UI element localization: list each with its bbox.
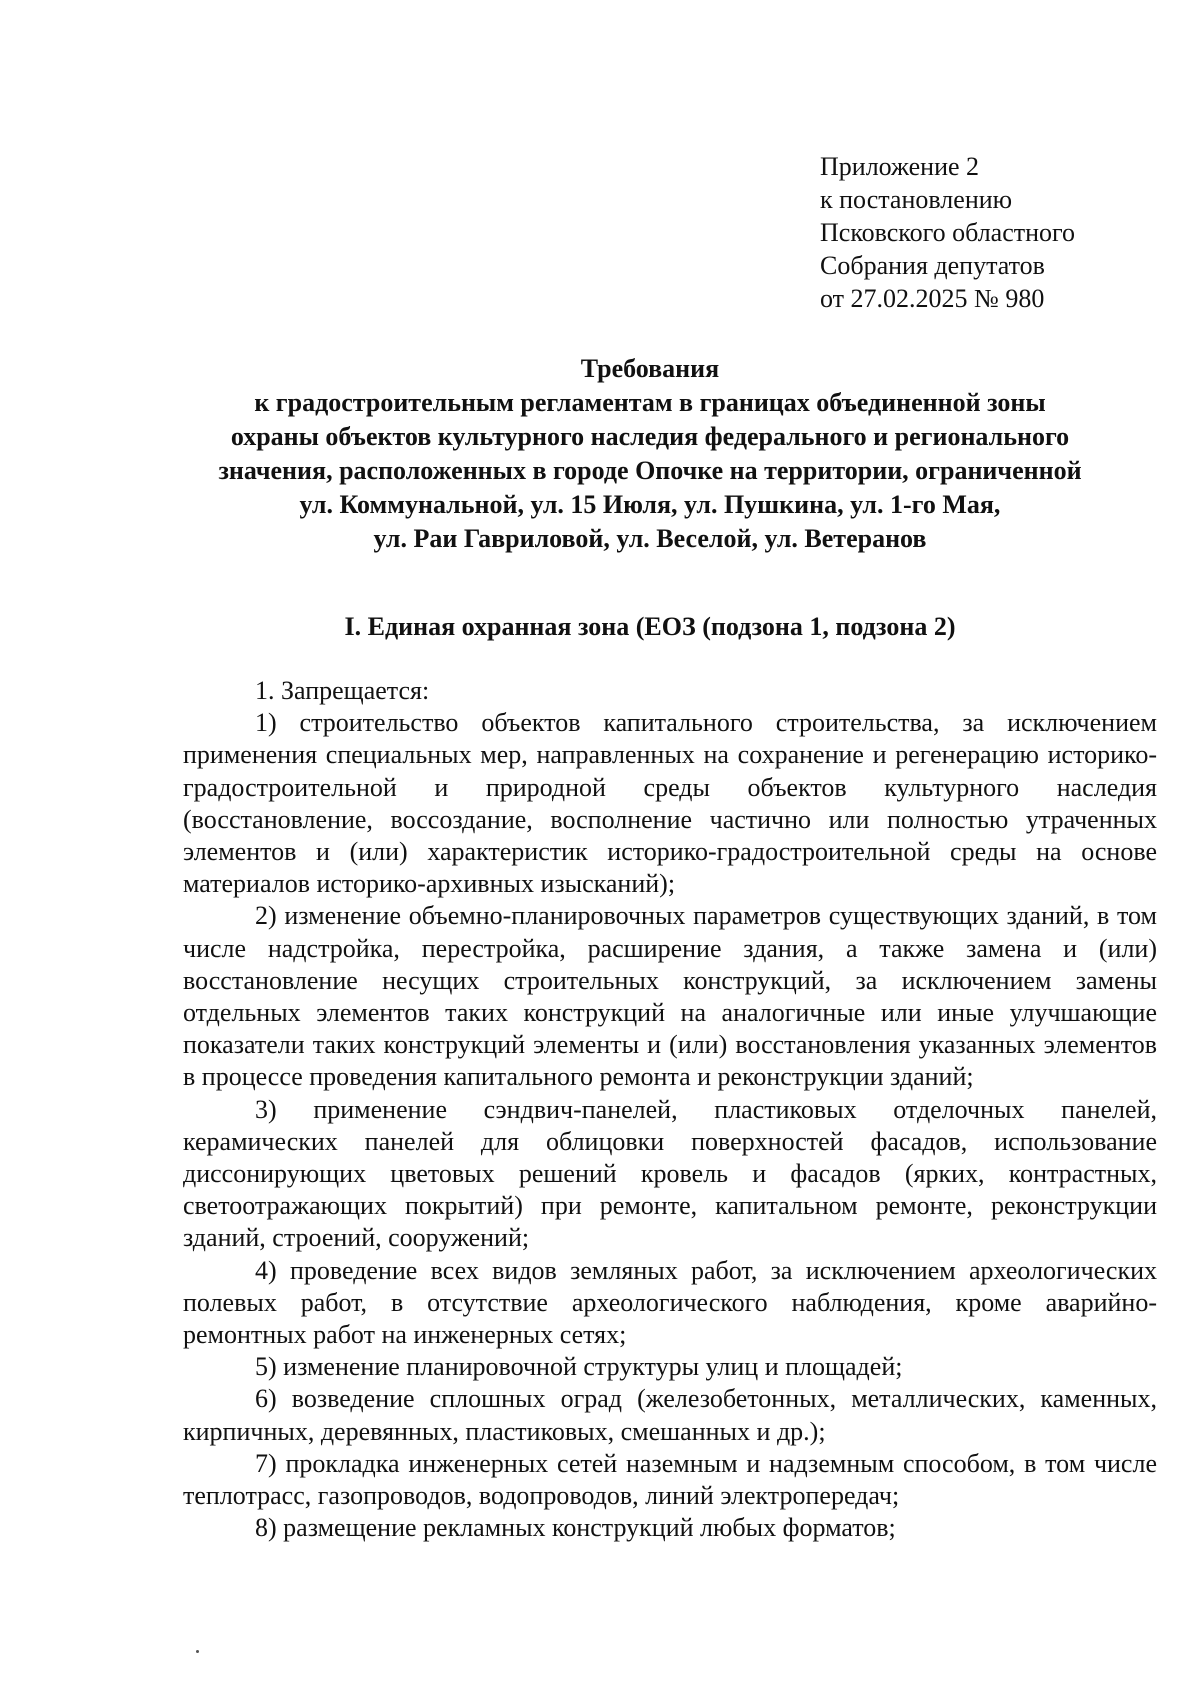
title-line: охраны объектов культурного наследия федерального и регионального (230, 422, 1070, 451)
list-item: 6) возведение сплошных оград (железобетонных, металлических, каменных, кирпичных, деревянных, пластиковых, смешанных и др.); (183, 1384, 1157, 1446)
title-line: значения, расположенных в городе Опочке на территории, ограниченной (218, 456, 1082, 485)
document-title (150, 352, 1150, 556)
scan-speck (196, 1650, 199, 1653)
body-text (183, 675, 1157, 1544)
list-item: 1. Запрещается: (255, 676, 430, 705)
list-item: 8) размещение рекламных конструкций любых форматов; (255, 1513, 896, 1543)
title-line: ул. Коммунальной, ул. 15 Июля, ул. Пушкина, ул. 1-го Мая, (299, 490, 1001, 519)
appendix-line: Приложение 2 (820, 152, 980, 181)
appendix-line: Псковского областного (820, 218, 1076, 247)
appendix-line: к постановлению (820, 185, 1013, 214)
title-line: к градостроительным регламентам в границах объединенной зоны (254, 388, 1046, 417)
appendix-line: от 27.02.2025 № 980 (820, 284, 1045, 313)
list-item: 2) изменение объемно-планировочных параметров существующих зданий, в том числе надстройка, перестройка, расширение здания, а также замена и (или) восстановление несущих строительных конструкций, за исключением замены отдельных элементов таких конструкций на аналогичные или иные улучшающие показатели таких конструкций элементы и (или) восстановления указанных элементов в процессе проведения капитального ремонта и реконструкции зданий; (183, 901, 1157, 1092)
appendix-block (820, 150, 1180, 315)
list-item: 7) прокладка инженерных сетей наземным и надземным способом, в том числе теплотрасс, газопроводов, водопроводов, линий электропередач; (183, 1448, 1157, 1511)
list-item: 4) проведение всех видов земляных работ, за исключением археологических полевых работ, в отсутствие археологического наблюдения, кроме аварийно-ремонтных работ на инженерных сетях; (183, 1255, 1157, 1350)
appendix-line: Собрания депутатов (820, 251, 1045, 280)
list-item: 5) изменение планировочной структуры улиц и площадей; (255, 1352, 903, 1382)
title-line: ул. Раи Гавриловой, ул. Веселой, ул. Ветеранов (373, 524, 927, 553)
section-title: I. Единая охранная зона (ЕОЗ (подзона 1, подзона 2) (344, 612, 956, 641)
list-item: 3) применение сэндвич-панелей, пластиковых отделочных панелей, керамических панелей для облицовки поверхностей фасадов, использование диссонирующих цветовых решений кровель и фасадов (ярких, контрастных, светоотражающих покрытий) при ремонте, капитальном ремонте, реконструкции зданий, строений, сооружений; (183, 1094, 1157, 1253)
title-heading: Требования (580, 354, 720, 383)
list-item: 1) строительство объектов капитального строительства, за исключением применения специальных мер, направленных на сохранение и регенерацию историко-градостроительной и природной среды объектов культурного наследия (восстановление, воссоздание, восполнение частично или полностью утраченных элементов и (или) характеристик историко-градостроительной среды на основе материалов историко-архивных изысканий); (183, 708, 1157, 899)
